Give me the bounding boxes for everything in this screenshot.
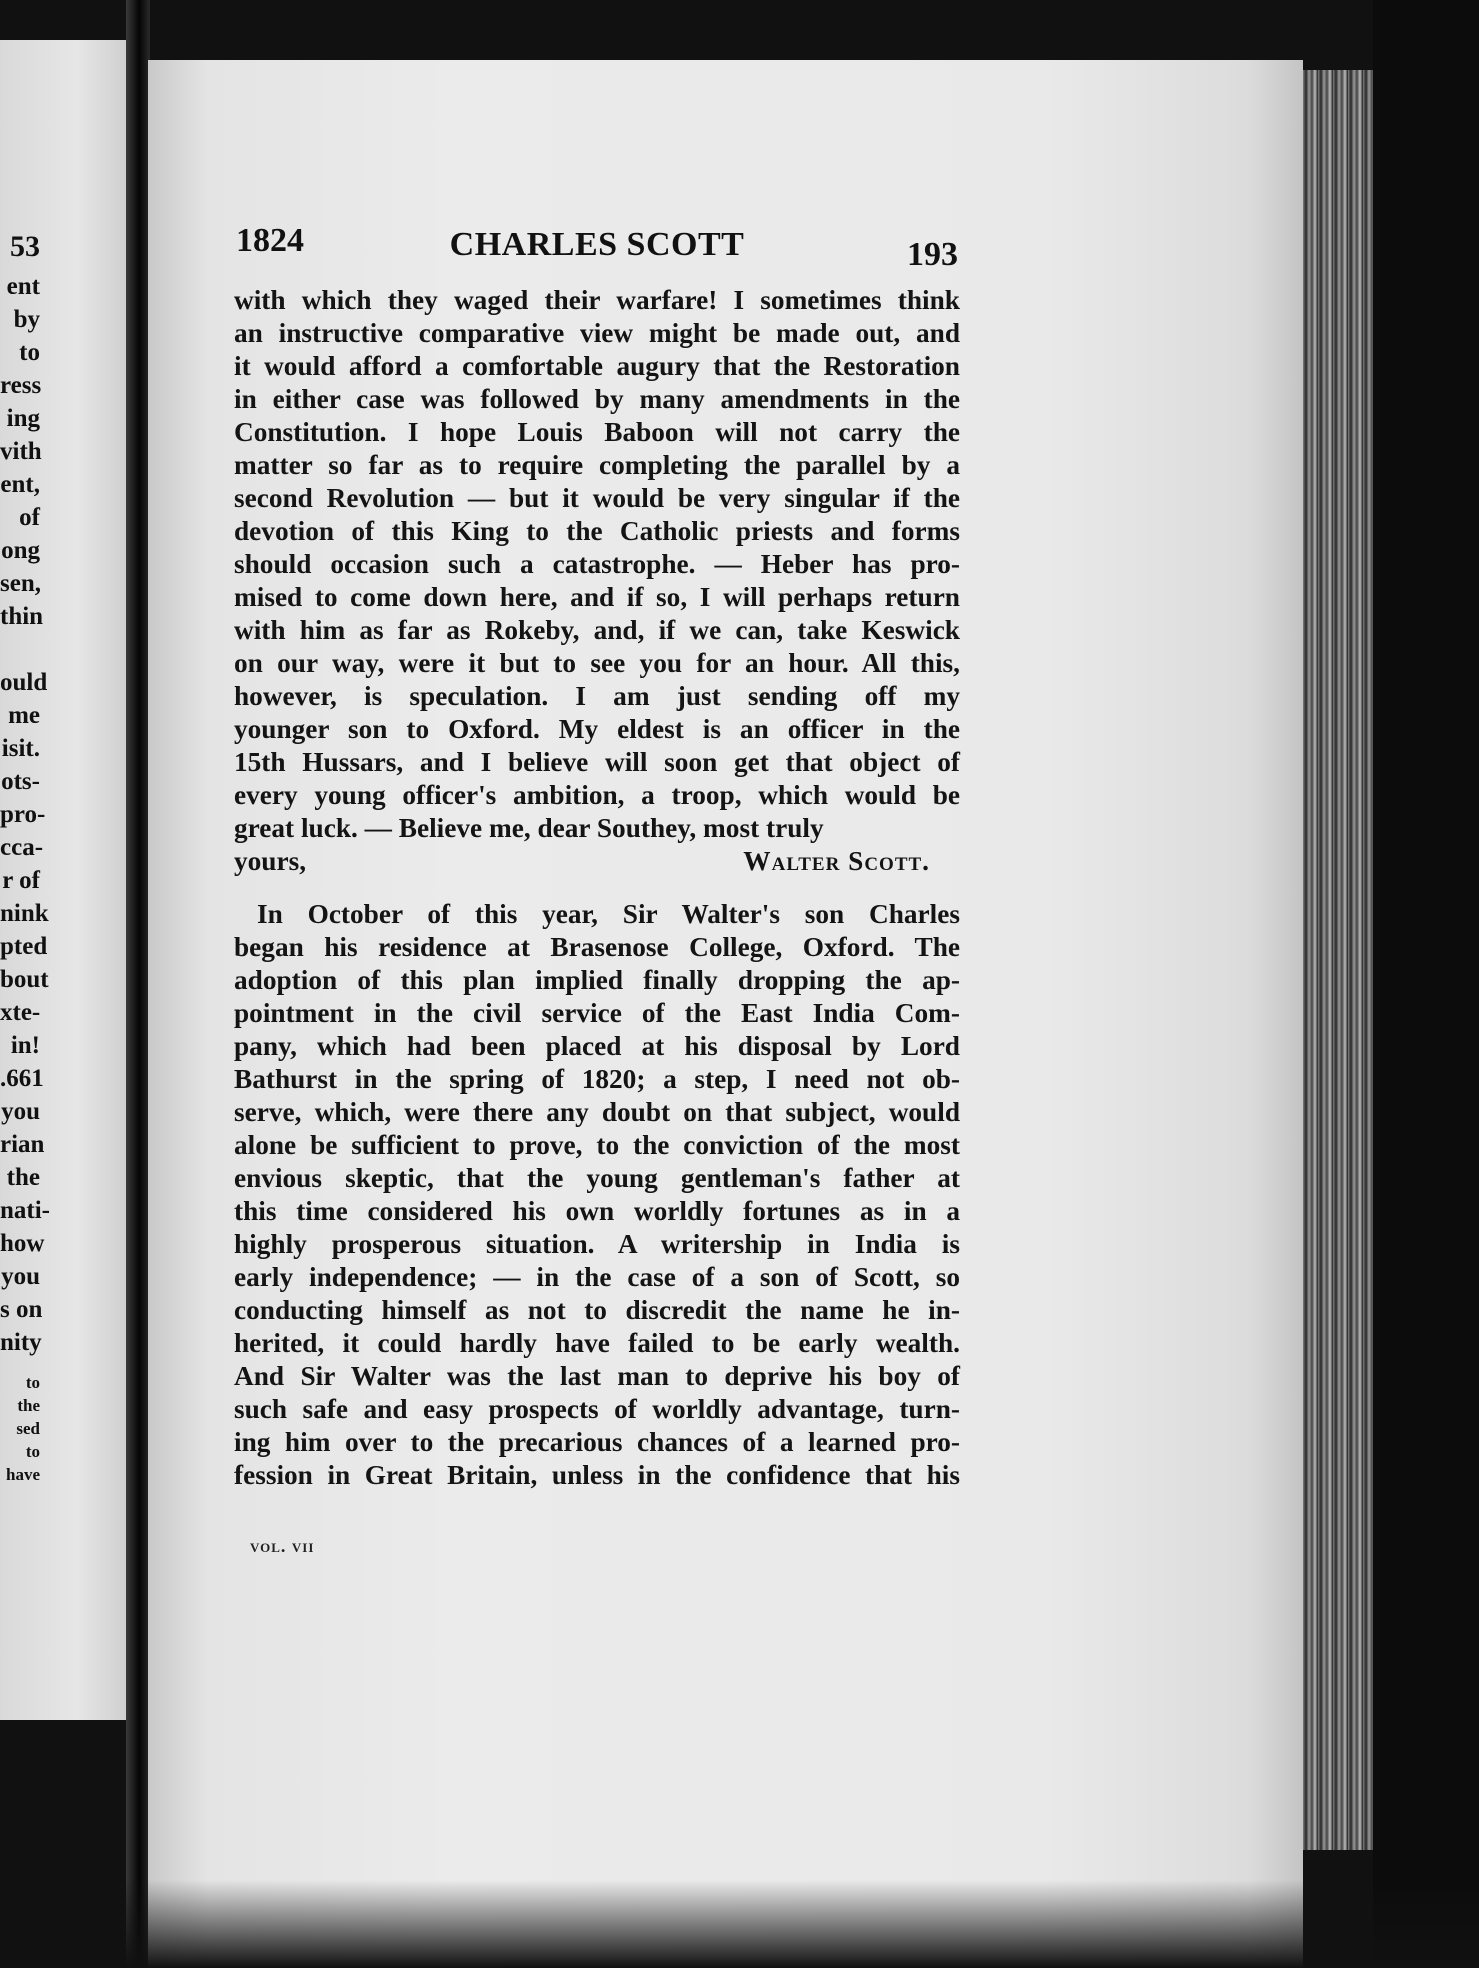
text-line: herited, it could hardly have failed to be early wealth. xyxy=(234,1328,960,1358)
left-page-line: ing xyxy=(6,405,40,432)
left-page-line: to xyxy=(19,339,40,366)
paragraph-gap xyxy=(234,878,960,898)
text-line: conducting himself as not to discredit the name he in- xyxy=(234,1295,960,1325)
text-line: however, is speculation. I am just sending off my xyxy=(234,681,960,711)
left-page-line: in! xyxy=(10,1032,40,1059)
narrative-paragraph xyxy=(234,898,960,1492)
page-number: 193 xyxy=(907,236,958,273)
text-line: began his residence at Brasenose College, Oxford. The xyxy=(234,932,960,962)
left-page-line: nity xyxy=(0,1329,42,1356)
text-line: pany, which had been placed at his disposal by Lord xyxy=(234,1031,960,1061)
left-footnote-line: have xyxy=(6,1465,40,1484)
left-page-line: ent, xyxy=(0,471,40,498)
text-line: In October of this year, Sir Walter's son Charles xyxy=(257,899,960,929)
left-page-line: vith xyxy=(0,438,42,465)
left-footnote-line: to the xyxy=(17,1373,40,1415)
text-line: adoption of this plan implied finally dropping the ap- xyxy=(234,965,960,995)
text-line: devotion of this King to the Catholic priests and forms xyxy=(234,516,960,546)
volume-mark: vol. vii xyxy=(250,1536,315,1556)
text-line: fession in Great Britain, unless in the confidence that his xyxy=(234,1460,960,1490)
left-page-line: rian xyxy=(0,1131,45,1158)
letter-paragraph xyxy=(234,284,960,845)
text-line: such safe and easy prospects of worldly advantage, turn- xyxy=(234,1394,960,1424)
text-line: serve, which, were there any doubt on that subject, would xyxy=(234,1097,960,1127)
left-page-line: cca- xyxy=(0,834,44,861)
text-line: second Revolution — but it would be very singular if the xyxy=(234,483,960,513)
text-line: this time considered his own worldly fortunes as in a xyxy=(234,1196,960,1226)
header-year: 1824 xyxy=(236,222,304,259)
left-page-footnote xyxy=(0,1371,40,1486)
left-page-line: you xyxy=(1,1263,40,1290)
left-page-line: me xyxy=(8,702,40,729)
left-page-line: isit. xyxy=(1,735,40,762)
left-page-line: you xyxy=(1,1098,40,1125)
header-title: CHARLES SCOTT xyxy=(449,226,745,263)
left-page-line: pted xyxy=(0,933,48,960)
closing-word: yours, xyxy=(234,846,307,876)
left-page-line: r of xyxy=(2,867,40,894)
left-page-line: ent xyxy=(6,273,40,300)
text-line: an instructive comparative view might be made out, and xyxy=(234,318,960,348)
main-text xyxy=(234,284,960,1492)
running-header xyxy=(236,222,958,272)
book-gutter xyxy=(126,0,150,1968)
scan-bottom-shadow xyxy=(0,1880,1479,1968)
text-line: every young officer's ambition, a troop, which would be xyxy=(234,780,960,810)
left-page-line: thin xyxy=(0,603,44,630)
text-line: And Sir Walter was the last man to deprive his boy of xyxy=(234,1361,960,1391)
text-line: pointment in the civil service of the East India Com- xyxy=(234,998,960,1028)
text-line: matter so far as to require completing the parallel by a xyxy=(234,450,960,480)
left-page-line: nink xyxy=(0,900,49,927)
scan-background xyxy=(1373,0,1479,1968)
left-page-lines xyxy=(0,270,50,1486)
text-line: on our way, were it but to see you for an hour. All this, xyxy=(234,648,960,678)
text-line: it would afford a comfortable augury that the Restoration xyxy=(234,351,960,381)
left-page-line: ress xyxy=(0,372,42,399)
text-line: younger son to Oxford. My eldest is an officer in the xyxy=(234,714,960,744)
text-line: ing him over to the precarious chances of a learned pro- xyxy=(234,1427,960,1457)
text-line: Constitution. I hope Louis Baboon will not carry the xyxy=(234,417,960,447)
left-page-line: pro- xyxy=(0,801,46,828)
left-page-line: s on xyxy=(0,1296,43,1323)
left-page-line: ong xyxy=(1,537,40,564)
letter-closing xyxy=(234,845,960,878)
text-line: early independence; — in the case of a son of Scott, so xyxy=(234,1262,960,1292)
text-line: envious skeptic, that the young gentleman's father at xyxy=(234,1163,960,1193)
left-page-line: nati- xyxy=(0,1197,50,1224)
left-page-line: xte- xyxy=(0,999,41,1026)
text-line: Bathurst in the spring of 1820; a step, I need not ob- xyxy=(234,1064,960,1094)
left-page-line: ots- xyxy=(1,768,40,795)
left-page-line: how xyxy=(0,1230,45,1257)
text-line: with him as far as Rokeby, and, if we can, take Keswick xyxy=(234,615,960,645)
left-page-line xyxy=(0,633,40,666)
text-line: in either case was followed by many amendments in the xyxy=(234,384,960,414)
left-footnote-line: sed to xyxy=(16,1419,40,1461)
left-page-line: bout xyxy=(0,966,49,993)
page-edges xyxy=(1303,70,1373,1850)
left-page-number: 53 xyxy=(10,230,40,263)
left-page-line: .661 xyxy=(0,1065,44,1092)
text-line: with which they waged their warfare! I sometimes think xyxy=(234,285,960,315)
text-line: highly prosperous situation. A writership in India is xyxy=(234,1229,960,1259)
left-page-line: ould xyxy=(0,669,48,696)
left-page-line: by xyxy=(13,306,40,333)
text-line: mised to come down here, and if so, I will perhaps return xyxy=(234,582,960,612)
text-line: alone be sufficient to prove, to the conviction of the most xyxy=(234,1130,960,1160)
text-line: 15th Hussars, and I believe will soon get that object of xyxy=(234,747,960,777)
left-page-line: the xyxy=(6,1164,40,1191)
signature: Walter Scott. xyxy=(743,846,930,876)
text-line: great luck. — Believe me, dear Southey, most truly xyxy=(234,813,824,843)
left-page-line: sen, xyxy=(0,570,41,597)
text-line: should occasion such a catastrophe. — Heber has pro- xyxy=(234,549,960,579)
left-page-line: of xyxy=(19,504,40,531)
